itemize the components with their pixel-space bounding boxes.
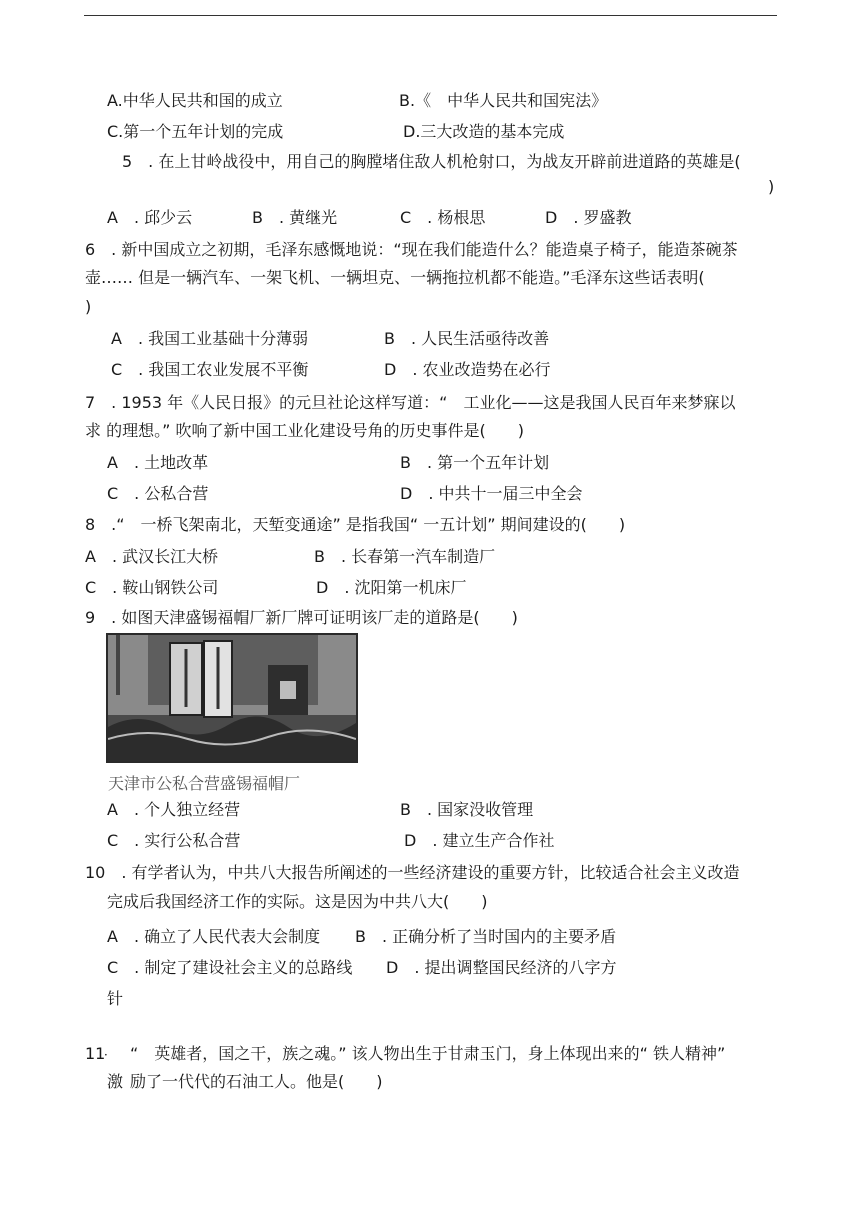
q10-option-d-continued: 针 xyxy=(107,989,124,1008)
q7-stem-line2: 求 的理想。” 吹响了新中国工业化建设号角的历史事件是( ) xyxy=(85,421,524,440)
q11-stem-line1: “ 英雄者，国之干，族之魂。” 该人物出生于甘肃玉门，身上体现出来的“ 铁人精神” xyxy=(130,1044,726,1063)
q5-stem: 5 . 在上甘岭战役中，用自己的胸膛堵住敌人机枪射口，为战友开辟前进道路的英雄是( xyxy=(122,152,741,171)
q4-option-b: B.《 中华人民共和国宪法》 xyxy=(399,91,608,110)
q10-option-b: B . 正确分析了当时国内的主要矛盾 xyxy=(355,927,617,946)
q5-option-a: A . 邱少云 xyxy=(107,208,193,227)
q7-option-b: B . 第一个五年计划 xyxy=(400,453,550,472)
photo-caption: 天津市公私合营盛锡福帽厂 xyxy=(108,774,301,793)
q6-option-d: D . 农业改造势在必行 xyxy=(384,360,551,379)
q10-stem-line2: 完成后我国经济工作的实际。这是因为中共八大( ) xyxy=(107,892,488,911)
q7-option-d: D . 中共十一届三中全会 xyxy=(400,484,583,503)
q10-option-a: A . 确立了人民代表大会制度 xyxy=(107,927,321,946)
q5-stem-end: ) xyxy=(768,177,775,196)
q5-option-b: B . 黄继光 xyxy=(252,208,338,227)
q6-option-c: C . 我国工农业发展不平衡 xyxy=(111,360,309,379)
q8-option-a: A . 武汉长江大桥 xyxy=(85,547,219,566)
q9-option-c: C . 实行公私合营 xyxy=(107,831,241,850)
q8-option-d: D . 沈阳第一机床厂 xyxy=(316,578,467,597)
q10-stem-line1: 10 . 有学者认为，中共八大报告所阐述的一些经济建设的重要方针，比较适合社会主义改造 xyxy=(85,863,740,882)
q8-option-b: B . 长春第一汽车制造厂 xyxy=(314,547,496,566)
q6-option-b: B . 人民生活亟待改善 xyxy=(384,329,550,348)
q5-option-d: D . 罗盛教 xyxy=(545,208,632,227)
q4-option-d: D.三大改造的基本完成 xyxy=(403,122,565,141)
q11-number: 11 xyxy=(85,1044,106,1063)
q7-stem-line1: 7 . 1953 年《人民日报》的元旦社论这样写道：“ 工业化——这是我国人民百年来梦寐以 xyxy=(85,393,736,412)
q7-option-a: A . 土地改革 xyxy=(107,453,209,472)
q6-stem-line3: ) xyxy=(85,297,92,316)
q11-stem-line2: 励了一代代的石油工人。他是( ) xyxy=(130,1072,383,1091)
q7-option-c: C . 公私合营 xyxy=(107,484,209,503)
q11-stem-char: 激 xyxy=(107,1072,124,1091)
q9-option-b: B . 国家没收管理 xyxy=(400,800,534,819)
q4-option-a: A.中华人民共和国的成立 xyxy=(107,91,283,110)
q6-stem-line1: 6 . 新中国成立之初期，毛泽东感慨地说：“现在我们能造什么？能造桌子椅子，能造茶碗茶 xyxy=(85,240,738,259)
q9-option-d: D . 建立生产合作社 xyxy=(404,831,555,850)
factory-sign-illustration xyxy=(108,635,356,761)
q9-option-a: A . 个人独立经营 xyxy=(107,800,241,819)
q10-option-d: D . 提出调整国民经济的八字方 xyxy=(386,958,617,977)
q6-option-a: A . 我国工业基础十分薄弱 xyxy=(111,329,309,348)
q8-option-c: C . 鞍山钢铁公司 xyxy=(85,578,219,597)
q11-dot: ． xyxy=(104,1044,117,1058)
q4-option-c: C.第一个五年计划的完成 xyxy=(107,122,284,141)
q10-option-c: C . 制定了建设社会主义的总路线 xyxy=(107,958,353,977)
q5-option-c: C . 杨根思 xyxy=(400,208,486,227)
q9-stem: 9 . 如图天津盛锡福帽厂新厂牌可证明该厂走的道路是( ) xyxy=(85,608,518,627)
factory-sign-photo xyxy=(106,633,358,763)
q8-stem: 8 .“ 一桥飞架南北，天堑变通途” 是指我国“ 一五计划” 期间建设的( ) xyxy=(85,515,626,534)
q6-stem-line2: 壶…… 但是一辆汽车、一架飞机、一辆坦克、一辆拖拉机都不能造。”毛泽东这些话表明( xyxy=(85,268,705,287)
header-rule xyxy=(84,15,777,16)
